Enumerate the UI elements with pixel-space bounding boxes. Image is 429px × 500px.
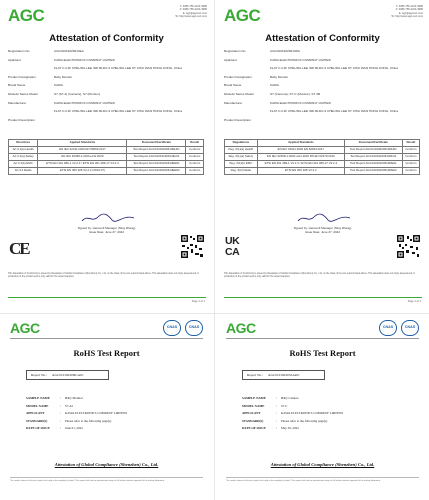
page-divider-vertical: [214, 0, 215, 500]
info-row: Registration No. AGC01019220613EA: [8, 49, 84, 53]
signer-block: Signed by: Hensonli Manager (Ning Zhang) Issue Date: June 27, 2022: [293, 226, 352, 234]
contact-phone: T: 0086-755-2223-4986: [396, 5, 423, 8]
sample-info: [26, 396, 196, 434]
ilac-mra-badge-icon: CNAS: [163, 320, 181, 336]
info-row: Product Designation Baby Monitor: [224, 74, 289, 79]
footer-rule: [226, 477, 419, 478]
page-title: Attestation of Conformity: [49, 33, 164, 44]
signature: [78, 212, 138, 224]
table-row: Art.3.1(a) Health EN IEC 62311:2020 EN 50663:2017 Test Report AGC01019220613EH01 Conform: [9, 146, 204, 153]
signer-block: Signed by: Hensonli Manager (Ning Zhang) Issue Date: June 27, 2022: [77, 226, 136, 234]
accreditation-badges: [379, 320, 419, 336]
qr-code-icon: [396, 234, 421, 259]
agc-logo: AGC: [224, 6, 261, 25]
info-row: DATE OF ISSUE : May 30, 2022: [242, 426, 299, 431]
info-block: [224, 49, 422, 126]
standards-table: [224, 139, 420, 175]
contact-email: E: agc@agccert.com: [182, 11, 207, 15]
info-row: MODEL NAME : S7-C: [242, 403, 288, 408]
page-number: Page 1 of 1: [191, 300, 205, 303]
info-row: FLAT 2-3 4F CHEUNG LEE IND BLDG 9 CHEUNG LEE ST CHAI WAN HONG KONG, China: [54, 109, 182, 114]
rohs-report-page: [0, 315, 213, 500]
issuer-name: Attestation of Global Compliance (Shenzhen) Co., Ltd.: [270, 462, 375, 467]
qr-code-icon: [180, 234, 205, 259]
footnote: This Attestation of Conformity is issued by Attestation of Global Compliance (Shenzhen) Co., Ltd. on the basis of the test reports listed above. This attestation does not imply assessment of production of the product and is only valid for the tested samples.: [224, 273, 415, 278]
header-rule: [10, 338, 203, 339]
info-row: SAMPLE NAME : Baby Monitor: [26, 396, 83, 400]
agc-logo: AGC: [226, 320, 256, 336]
table-row: Reg. 6(2) Radio ETSI EN 300 328 V2.2.2 Test Report AGC01019220613RE02 Conform: [225, 167, 420, 174]
info-row: Applicant KAWA ELECTRONICS COMPANY LIMITED: [8, 57, 115, 62]
table-row: Art.3.1(a) Safety EN IEC 62368-1:2020+A11:2020 Test Report AGC01019220613EL01 Conform: [9, 153, 204, 160]
info-row: Manufacturer KAWA ELECTRONICS COMPANY LIMITED: [8, 100, 115, 105]
footnote: This Attestation of Conformity is issued by Attestation of Global Compliance (Shenzhen) Co., Ltd. on the basis of the test reports listed above. This attestation does not imply assessment of production of the product and is only valid for the tested samples.: [8, 273, 199, 278]
page-number: Page 1 of 1: [407, 300, 421, 303]
info-row: DATE OF ISSUE : June 01, 2022: [26, 426, 83, 431]
contact-phone: T: 0086-755-2223-4986: [180, 5, 207, 8]
page-divider-horizontal: [0, 313, 429, 314]
cnas-badge-icon: CNAS: [401, 320, 419, 336]
info-row: FLAT 2-3 4F CHEUNG LEE IND BLDG 9 CHEUNG LEE ST CHAI WAN HONG KONG, China: [54, 66, 182, 71]
cnas-badge-icon: CNAS: [185, 320, 203, 336]
footnote: The results shown in this test report refer only to the sample(s) tested. This report shall not be reproduced except in full without written approval of the testing laboratory.: [226, 480, 381, 482]
issuer-name: Attestation of Global Compliance (Shenzhen) Co., Ltd.: [54, 462, 159, 467]
signature: [294, 212, 354, 224]
footer-rule: [224, 297, 422, 298]
info-row: Product Designation Baby Monitor: [8, 74, 73, 79]
contact-web: W: http://www.agc-cert.com: [175, 15, 207, 19]
info-row: Brand Name KAWA: [8, 83, 63, 88]
accreditation-badges: [163, 320, 203, 336]
info-row: APPLICANT : KAWA ELECTRONICS COMPANY LIMITED: [26, 411, 127, 416]
sample-info: [242, 396, 412, 434]
info-row: Models/ Series Model S7 (S7-4) (Camera), S7 (Monitor): [8, 91, 100, 96]
info-row: STANDARD(S) : Please refer to the following page(s): [26, 418, 112, 423]
info-row: APPLICANT : KAWA ELECTRONICS COMPANY LIMITED: [242, 411, 343, 416]
table-row: Art.3.2 Radio ETSI EN 300 328 V2.2.2 (2019-07) Test Report AGC01019220613EE02 Conform: [9, 167, 204, 174]
ce-attestation-page: [0, 0, 213, 312]
ilac-mra-badge-icon: CNAS: [379, 320, 397, 336]
table-row: Reg. 6(1)(a) Safety EN IEC 62368-1:2020+A11:2020 BS EN 62479:2010 Test Report AGC01019220613RL01 Conform: [225, 153, 420, 160]
agc-logo: AGC: [8, 6, 45, 25]
info-row: Brand Name KAWA: [224, 83, 279, 88]
contact-block: [129, 5, 207, 19]
agc-logo: AGC: [10, 320, 40, 336]
info-row: FLAT 2-3 4F CHEUNG LEE IND BLDG 9 CHEUNG LEE ST CHAI WAN HONG KONG, China: [270, 66, 398, 71]
table-header-row: Directives Applied Standards Document/Certificate Result: [9, 140, 204, 147]
contact-fax: F: 0086-755-2223-4986: [179, 8, 207, 12]
report-number: AGC01019220601A01: [52, 373, 84, 377]
footer-rule: [10, 477, 203, 478]
page-title: RoHS Test Report: [73, 348, 140, 358]
info-row: FLAT 2-3 4F CHEUNG LEE IND BLDG 9 CHEUNG LEE ST CHAI WAN HONG KONG, China: [270, 109, 398, 114]
report-number: AGC01019220524A01: [268, 373, 300, 377]
footnote: The results shown in this test report refer only to the sample(s) tested. This report shall not be reproduced except in full without written approval of the testing laboratory.: [10, 480, 165, 482]
info-row: Product Description: [224, 117, 251, 122]
report-number-box: Report No.: AGC01019220601A01: [26, 370, 109, 380]
contact-block: [345, 5, 423, 19]
info-row: Product Description: [8, 117, 35, 122]
rohs-report-page: [216, 315, 429, 500]
page-title: Attestation of Conformity: [265, 33, 380, 44]
table-header-row: Regulations Applied Standards Document/Certificate Result: [225, 140, 420, 147]
info-row: MODEL NAME : S7-44: [26, 403, 73, 408]
contact-email: E: agc@agccert.com: [398, 11, 423, 15]
info-row: Applicant KAWA ELECTRONICS COMPANY LIMITED: [224, 57, 331, 62]
report-number-box: Report No.: AGC01019220524A01: [242, 370, 325, 380]
info-row: SAMPLE NAME : Baby Camera: [242, 396, 299, 400]
header-rule: [226, 338, 419, 339]
table-row: Art.3.1(b) EMC ETSI EN 301 489-1 V2.2.3 / ETSI EN 301 489-17 V3.2.4 Test Report AGC01019220613EE01 Conform: [9, 160, 204, 167]
info-row: Models/ Series Model S7 (Camera), S7-C (Monitor), S7-4B: [224, 91, 321, 96]
info-row: Registration No. AGC01019220613RA: [224, 49, 300, 53]
info-block: [8, 49, 206, 126]
contact-web: W: http://www.agc-cert.com: [391, 15, 423, 19]
footer-rule: [8, 297, 206, 298]
ukca-mark: UK CA: [225, 235, 240, 258]
contact-fax: F: 0086-755-2223-4986: [395, 8, 423, 12]
page-title: RoHS Test Report: [289, 348, 356, 358]
ce-mark: CE: [9, 239, 29, 258]
table-row: Reg. 6(1)(a) Health EN IEC 62311:2020 EN 50663:2017 Test Report AGC01019220613RH01 Conform: [225, 146, 420, 153]
info-row: STANDARD(S) : Please refer to the following page(s): [242, 418, 328, 423]
standards-table: [8, 139, 204, 175]
info-row: Manufacturer KAWA ELECTRONICS COMPANY LIMITED: [224, 100, 331, 105]
table-row: Reg. 6(1)(b) EMC ETSI EN 301 489-1 V2.2.3 / ETSI EN 301 489-17 V3.2.4 Test Report AGC01019220613RE01 Conform: [225, 160, 420, 167]
ukca-attestation-page: [216, 0, 429, 312]
